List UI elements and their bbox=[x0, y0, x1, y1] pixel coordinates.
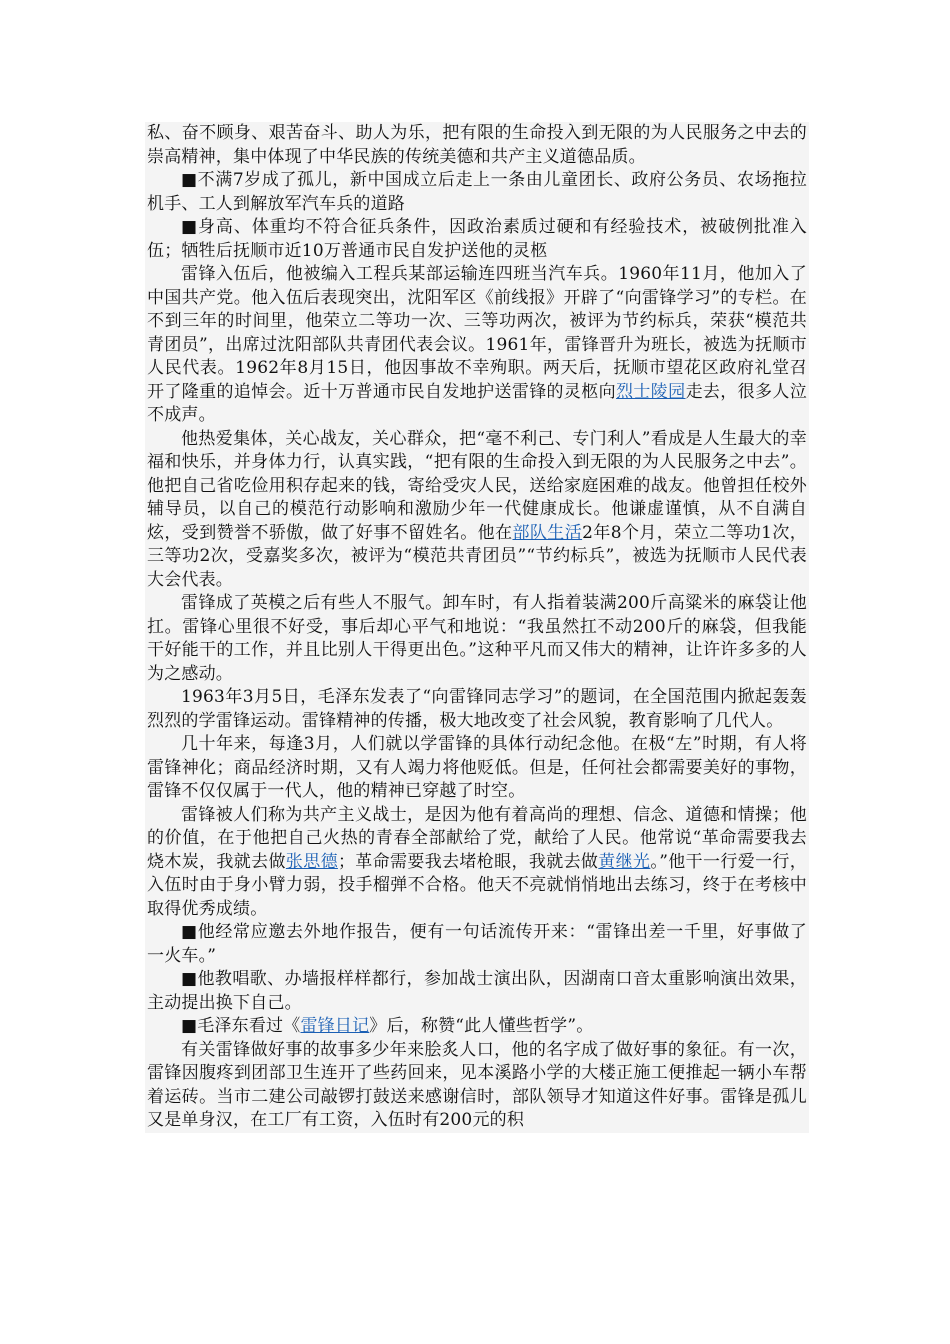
paragraph-text: 雷锋成了英模之后有些人不服气。卸车时，有人指着装满200斤高粱米的麻袋让他扛。雷锋心里很不好受，事后却心平气和地说：“我虽然扛不动200斤的麻袋，但我能干好能干的工作，并且比别人干得更出色。”这种平凡而又伟大的精神，让许许多多的人为之感动。 bbox=[147, 593, 807, 684]
paragraph-11 bbox=[147, 1015, 807, 1039]
inline-link[interactable]: 雷锋日记 bbox=[300, 1016, 370, 1036]
paragraph-8 bbox=[147, 804, 807, 922]
paragraph-9 bbox=[147, 921, 807, 968]
paragraph-text: 他热爱集体，关心战友，关心群众，把“毫不利己、专门利人”看成是人生最大的幸福和快乐，并身体力行，认真实践，“把有限的生命投入到无限的为人民服务之中去”。他把自己省吃俭用积存起来的钱，寄给受灾人民，送给家庭困难的战友。他曾担任校外辅导员，以自己的模范行动影响和激励少年一代健康成长。他谦虚谨慎，从不自满自炫，受到赞誉不骄傲，做了好事不留姓名。他在 bbox=[147, 428, 807, 543]
inline-link[interactable]: 烈士陵园 bbox=[616, 381, 686, 402]
paragraph-text: ■身高、体重均不符合征兵条件，因政治素质过硬和有经验技术，被破例批准入伍；牺牲后抚顺市近10万普通市民自发护送他的灵柩 bbox=[147, 217, 807, 261]
paragraph-text: 私、奋不顾身、艰苦奋斗、助人为乐，把有限的生命投入到无限的为人民服务之中去的崇高精神，集中体现了中华民族的传统美德和共产主义道德品质。 bbox=[147, 123, 807, 167]
paragraph-text: 雷锋被人们称为共产主义战士，是因为他有着高尚的理想、信念、道德和情操；他的价值，在于他把自己火热的青春全部献给了党，献给了人民。他常说“革命需要我去烧木炭，我就去做 bbox=[147, 804, 807, 872]
paragraph-text: ■他经常应邀去外地作报告，便有一句话流传开来：“雷锋出差一千里，好事做了一火车。” bbox=[147, 922, 807, 966]
paragraph-text: 1963年3月5日，毛泽东发表了“向雷锋同志学习”的题词，在全国范围内掀起轰轰烈烈的学雷锋运动。雷锋精神的传播，极大地改变了社会风貌，教育影响了几代人。 bbox=[147, 687, 807, 731]
inline-link[interactable]: 黄继光 bbox=[598, 851, 651, 872]
paragraph-text: ■毛泽东看过《 bbox=[181, 1016, 301, 1036]
paragraph-text: ；革命需要我去堵枪眼，我就去做 bbox=[337, 851, 599, 872]
paragraph-text: ■他教唱歌、办墙报样样都行，参加战士演出队，因湖南口音太重影响演出效果，主动提出换下自己。 bbox=[147, 969, 807, 1013]
paragraph-text: 走去，很多人泣不成声。 bbox=[147, 381, 807, 425]
paragraph-0 bbox=[147, 122, 807, 169]
paragraph-text: 。”他干一行爱一行，入伍时由于身小臂力弱，投手榴弹不合格。他天不亮就悄悄地出去练习，终于在考核中取得优秀成绩。 bbox=[147, 851, 807, 919]
paragraph-4 bbox=[147, 428, 807, 593]
paragraph-5 bbox=[147, 592, 807, 686]
paragraph-text: 有关雷锋做好事的故事多少年来脍炙人口，他的名字成了做好事的象征。有一次，雷锋因腹疼到团部卫生连开了些药回来，见本溪路小学的大楼正施工便推起一辆小车帮着运砖。当市二建公司敲锣打鼓送来感谢信时，部队领导才知道这件好事。雷锋是孤儿又是单身汉，在工厂有工资，入伍时有200元的积 bbox=[147, 1039, 807, 1130]
paragraph-text: ■不满7岁成了孤儿，新中国成立后走上一条由儿童团长、政府公务员、农场拖拉机手、工人到解放军汽车兵的道路 bbox=[147, 170, 807, 214]
paragraph-3 bbox=[147, 263, 807, 428]
paragraph-10 bbox=[147, 968, 807, 1015]
document-page bbox=[145, 122, 809, 1133]
article-body bbox=[145, 122, 809, 1133]
paragraph-text: 》后，称赞“此人懂些哲学”。 bbox=[369, 1016, 594, 1036]
paragraph-2 bbox=[147, 216, 807, 263]
inline-link[interactable]: 部队生活 bbox=[512, 522, 583, 543]
paragraph-text: 雷锋入伍后，他被编入工程兵某部运输连四班当汽车兵。1960年11月，他加入了中国共产党。他入伍后表现突出，沈阳军区《前线报》开辟了“向雷锋学习”的专栏。在不到三年的时间里，他荣立二等功一次、三等功两次，被评为节约标兵，荣获“模范共青团员”，出席过沈阳部队共青团代表会议。1961年，雷锋晋升为班长，被选为抚顺市人民代表。1962年8月15日，他因事故不幸殉职。两天后，抚顺市望花区政府礼堂召开了隆重的追悼会。近十万普通市民自发地护送雷锋的灵柩向 bbox=[147, 264, 807, 402]
paragraph-text: 几十年来，每逢3月，人们就以学雷锋的具体行动纪念他。在极“左”时期，有人将雷锋神化；商品经济时期，又有人竭力将他贬低。但是，任何社会都需要美好的事物，雷锋不仅仅属于一代人，他的精神已穿越了时空。 bbox=[147, 734, 807, 801]
paragraph-12 bbox=[147, 1039, 807, 1133]
paragraph-6 bbox=[147, 686, 807, 733]
paragraph-1 bbox=[147, 169, 807, 216]
paragraph-text: 2年8个月，荣立二等功1次，三等功2次，受嘉奖多次，被评为“模范共青团员”“节约标兵”，被选为抚顺市人民代表大会代表。 bbox=[147, 522, 808, 590]
inline-link[interactable]: 张思德 bbox=[285, 851, 338, 872]
paragraph-7 bbox=[147, 733, 807, 804]
